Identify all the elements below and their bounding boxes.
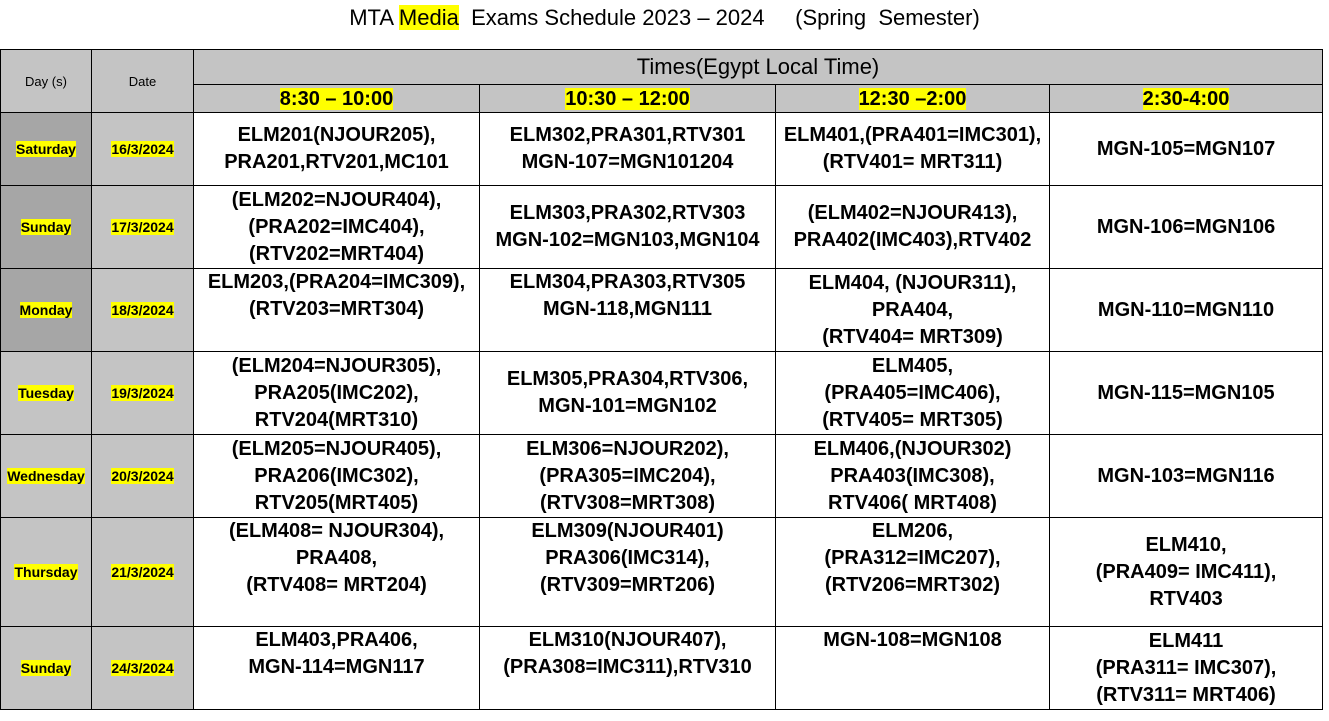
exam-cell xyxy=(194,518,480,627)
date-label: 16/3/2024 xyxy=(111,141,174,157)
page-title xyxy=(0,0,1329,40)
day-label: Tuesday xyxy=(18,385,74,401)
date-cell xyxy=(92,352,194,435)
day-label: Saturday xyxy=(16,141,76,157)
exam-cell xyxy=(480,269,776,352)
exam-line: MGN-107=MGN101204 xyxy=(521,151,734,173)
exam-line: ELM406,(NJOUR302) xyxy=(813,437,1012,460)
exam-line: PRA403(IMC308), xyxy=(830,464,995,487)
exam-cell xyxy=(194,352,480,435)
table-row xyxy=(1,352,1323,435)
exam-line: PRA206(IMC302), xyxy=(254,464,419,487)
exam-cell xyxy=(480,627,776,710)
date-cell xyxy=(92,186,194,269)
exam-line: (RTV401= MRT311) xyxy=(822,151,1003,173)
exam-line: (PRA409= IMC411), xyxy=(1095,560,1277,583)
exam-cell xyxy=(480,435,776,518)
exam-line: (PRA305=IMC204), xyxy=(539,464,716,487)
exam-line: RTV205(MRT405) xyxy=(254,491,419,514)
table-row xyxy=(1,113,1323,186)
time-slot-label: 8:30 – 10:00 xyxy=(279,87,394,110)
exam-cell xyxy=(776,518,1050,627)
date-cell xyxy=(92,627,194,710)
exam-line: MGN-102=MGN103,MGN104 xyxy=(495,229,760,251)
exam-line: (RTV309=MRT206) xyxy=(539,574,716,596)
exam-line: MGN-110=MGN110 xyxy=(1097,298,1275,321)
exam-line: ELM310(NJOUR407), xyxy=(528,629,727,651)
date-label: 20/3/2024 xyxy=(111,468,174,484)
day-cell xyxy=(1,352,92,435)
exam-cell xyxy=(480,186,776,269)
exam-cell xyxy=(194,113,480,186)
exam-line: ELM404, (NJOUR311), xyxy=(808,271,1017,294)
title-prefix: MTA xyxy=(349,5,399,30)
exam-line: PRA205(IMC202), xyxy=(254,381,419,404)
date-label: 24/3/2024 xyxy=(111,660,174,676)
exam-cell xyxy=(480,113,776,186)
exam-line: (RTV308=MRT308) xyxy=(539,491,716,514)
title-suffix: Exams Schedule 2023 – 2024 (Spring Semester) xyxy=(458,5,980,30)
date-label: 18/3/2024 xyxy=(111,302,174,318)
date-cell xyxy=(92,269,194,352)
exam-line: (RTV404= MRT309) xyxy=(822,325,1003,348)
exam-line: ELM302,PRA301,RTV301 xyxy=(509,124,746,146)
exam-line: MGN-114=MGN117 xyxy=(248,656,425,678)
time-slot-header xyxy=(1050,85,1323,113)
exam-cell xyxy=(776,352,1050,435)
time-slot-header xyxy=(480,85,776,113)
day-label: Sunday xyxy=(20,660,72,676)
exam-line: (ELM402=NJOUR413), xyxy=(807,202,1018,224)
exam-line: ELM306=NJOUR202), xyxy=(526,437,729,460)
exam-cell xyxy=(776,627,1050,710)
exam-line: ELM303,PRA302,RTV303 xyxy=(509,202,746,224)
exam-cell xyxy=(480,352,776,435)
exam-line: (RTV408= MRT204) xyxy=(246,574,427,596)
exam-line: PRA306(IMC314), xyxy=(545,547,710,569)
exam-line: ELM206, xyxy=(871,520,954,542)
day-label: Monday xyxy=(19,302,73,318)
table-row xyxy=(1,627,1323,710)
exam-line: (PRA308=IMC311),RTV310 xyxy=(503,656,752,678)
day-cell xyxy=(1,518,92,627)
exam-line: (RTV206=MRT302) xyxy=(824,574,1001,596)
exam-cell xyxy=(776,186,1050,269)
time-slot-label: 10:30 – 12:00 xyxy=(565,87,690,110)
exam-line: MGN-105=MGN107 xyxy=(1096,137,1276,160)
date-cell xyxy=(92,113,194,186)
exam-line: ELM203,(PRA204=IMC309), xyxy=(207,271,466,293)
header-day: Day (s) xyxy=(1,50,92,113)
exam-cell xyxy=(1050,352,1323,435)
exam-line: ELM304,PRA303,RTV305 xyxy=(509,271,746,293)
exam-line: (RTV405= MRT305) xyxy=(822,408,1003,431)
exam-cell xyxy=(1050,627,1323,710)
exam-schedule-table xyxy=(0,49,1323,710)
exam-cell xyxy=(194,627,480,710)
day-label: Sunday xyxy=(20,219,72,235)
exam-cell xyxy=(1050,518,1323,627)
exam-line: (ELM408= NJOUR304), xyxy=(228,520,445,542)
exam-cell xyxy=(1050,435,1323,518)
exam-line: MGN-106=MGN106 xyxy=(1096,215,1276,238)
exam-line: PRA201,RTV201,MC101 xyxy=(224,151,449,173)
exam-cell xyxy=(776,435,1050,518)
exam-line: (RTV311= MRT406) xyxy=(1096,683,1276,706)
date-label: 17/3/2024 xyxy=(111,219,174,235)
date-label: 21/3/2024 xyxy=(111,564,174,580)
exam-line: RTV204(MRT310) xyxy=(254,408,419,431)
exam-cell xyxy=(1050,113,1323,186)
table-row xyxy=(1,269,1323,352)
exam-line: MGN-118,MGN111 xyxy=(543,298,712,320)
exam-line: (RTV202=MRT404) xyxy=(248,242,425,265)
exam-cell xyxy=(194,186,480,269)
exam-cell xyxy=(776,113,1050,186)
exam-cell xyxy=(480,518,776,627)
table-row xyxy=(1,186,1323,269)
exam-line: PRA408, xyxy=(295,547,378,569)
exam-line: (ELM205=NJOUR405), xyxy=(231,437,442,460)
exam-line: ELM410, xyxy=(1145,533,1227,556)
day-cell xyxy=(1,627,92,710)
header-date: Date xyxy=(92,50,194,113)
exam-line: MGN-108=MGN108 xyxy=(823,629,1002,651)
exam-line: MGN-103=MGN116 xyxy=(1097,464,1275,487)
exam-line: MGN-115=MGN105 xyxy=(1097,381,1275,404)
exam-line: (RTV203=MRT304) xyxy=(248,298,425,320)
day-label: Wednesday xyxy=(7,468,85,484)
time-slot-header xyxy=(194,85,480,113)
exam-line: (PRA311= IMC307), xyxy=(1095,656,1277,679)
exam-cell xyxy=(194,435,480,518)
date-cell xyxy=(92,518,194,627)
exam-line: ELM305,PRA304,RTV306, xyxy=(506,368,749,390)
exam-line: (PRA202=IMC404), xyxy=(248,215,425,238)
exam-cell xyxy=(776,269,1050,352)
day-label: Thursday xyxy=(14,564,78,580)
exam-line: PRA404, xyxy=(871,298,954,321)
exam-cell xyxy=(1050,269,1323,352)
exam-line: RTV403 xyxy=(1149,587,1223,610)
title-highlight: Media xyxy=(398,5,459,30)
day-cell xyxy=(1,186,92,269)
day-cell xyxy=(1,113,92,186)
exam-line: (PRA405=IMC406), xyxy=(824,381,1001,404)
time-slot-header xyxy=(776,85,1050,113)
time-slot-label: 12:30 –2:00 xyxy=(858,87,967,110)
exam-line: (PRA312=IMC207), xyxy=(824,547,1001,569)
exam-line: ELM401,(PRA401=IMC301), xyxy=(783,124,1042,146)
exam-line: ELM201(NJOUR205), xyxy=(237,124,436,146)
exam-line: (ELM202=NJOUR404), xyxy=(231,188,442,211)
exam-line: (ELM204=NJOUR305), xyxy=(231,354,442,377)
exam-line: ELM309(NJOUR401) xyxy=(531,520,724,542)
exam-line: MGN-101=MGN102 xyxy=(538,395,717,417)
exam-line: PRA402(IMC403),RTV402 xyxy=(793,229,1032,251)
exam-line: ELM405, xyxy=(871,354,954,377)
exam-cell xyxy=(194,269,480,352)
exam-line: ELM411 xyxy=(1148,629,1224,652)
date-cell xyxy=(92,435,194,518)
exam-line: RTV406( MRT408) xyxy=(828,491,997,514)
exam-cell xyxy=(1050,186,1323,269)
exam-line: ELM403,PRA406, xyxy=(255,629,418,651)
header-times: Times(Egypt Local Time) xyxy=(194,50,1323,85)
day-cell xyxy=(1,435,92,518)
table-row xyxy=(1,518,1323,627)
date-label: 19/3/2024 xyxy=(111,385,174,401)
table-row xyxy=(1,435,1323,518)
day-cell xyxy=(1,269,92,352)
time-slot-label: 2:30-4:00 xyxy=(1142,87,1230,110)
